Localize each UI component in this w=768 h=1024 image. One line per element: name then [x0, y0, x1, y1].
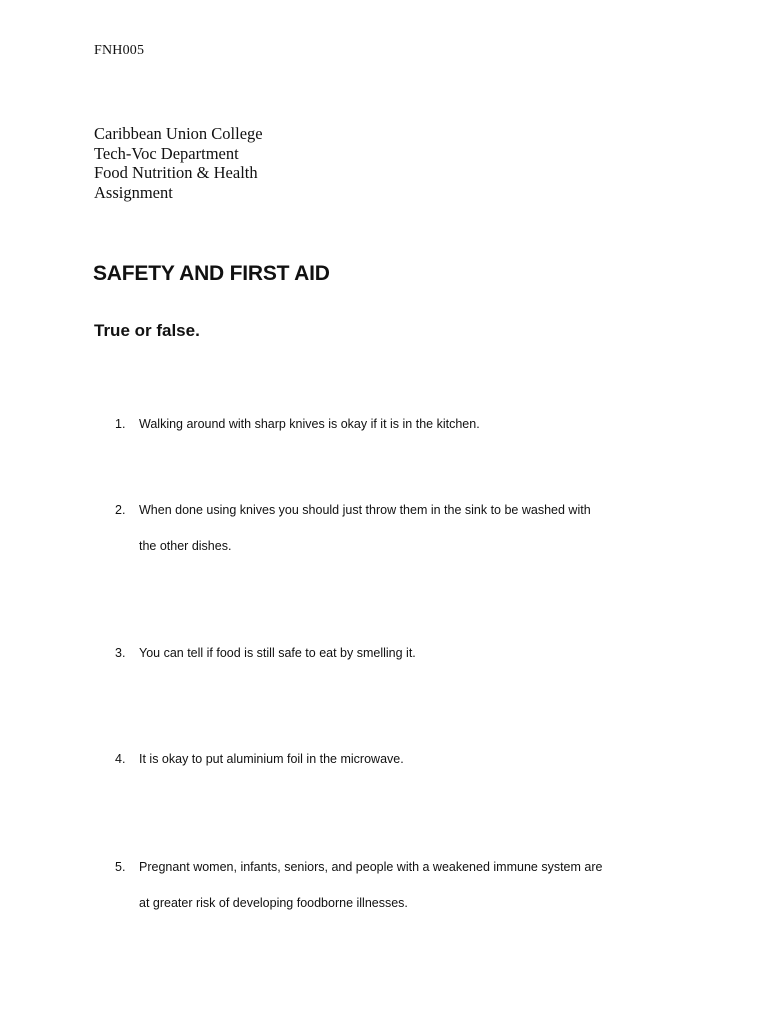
question-line: It is okay to put aluminium foil in the microwave. — [139, 752, 404, 766]
question-text — [139, 741, 679, 777]
document-title: SAFETY AND FIRST AID — [93, 262, 330, 285]
question-line: When done using knives you should just throw them in the sink to be washed with — [139, 503, 591, 517]
question-line: Pregnant women, infants, seniors, and people with a weakened immune system are — [139, 860, 603, 874]
question-text — [139, 849, 679, 921]
course-code: FNH005 — [94, 43, 145, 58]
question-line: Walking around with sharp knives is okay if it is in the kitchen. — [139, 417, 480, 431]
document-type: Assignment — [94, 182, 173, 202]
question-line: at greater risk of developing foodborne illnesses. — [139, 896, 408, 910]
institution-name: Caribbean Union College — [94, 124, 263, 143]
question-text — [139, 492, 679, 564]
question-text — [139, 635, 679, 671]
question-number: 1. — [115, 417, 126, 431]
question-line: You can tell if food is still safe to eat by smelling it. — [139, 646, 416, 660]
section-heading: True or false. — [94, 321, 200, 340]
department-name: Tech-Voc Department — [94, 143, 239, 163]
question-text — [139, 406, 679, 442]
institution-block — [94, 124, 263, 202]
question-line: the other dishes. — [139, 539, 232, 553]
course-name: Food Nutrition & Health — [94, 163, 258, 182]
question-number: 4. — [115, 752, 126, 766]
question-number: 3. — [115, 646, 126, 660]
question-number: 5. — [115, 860, 126, 874]
question-number: 2. — [115, 503, 126, 517]
